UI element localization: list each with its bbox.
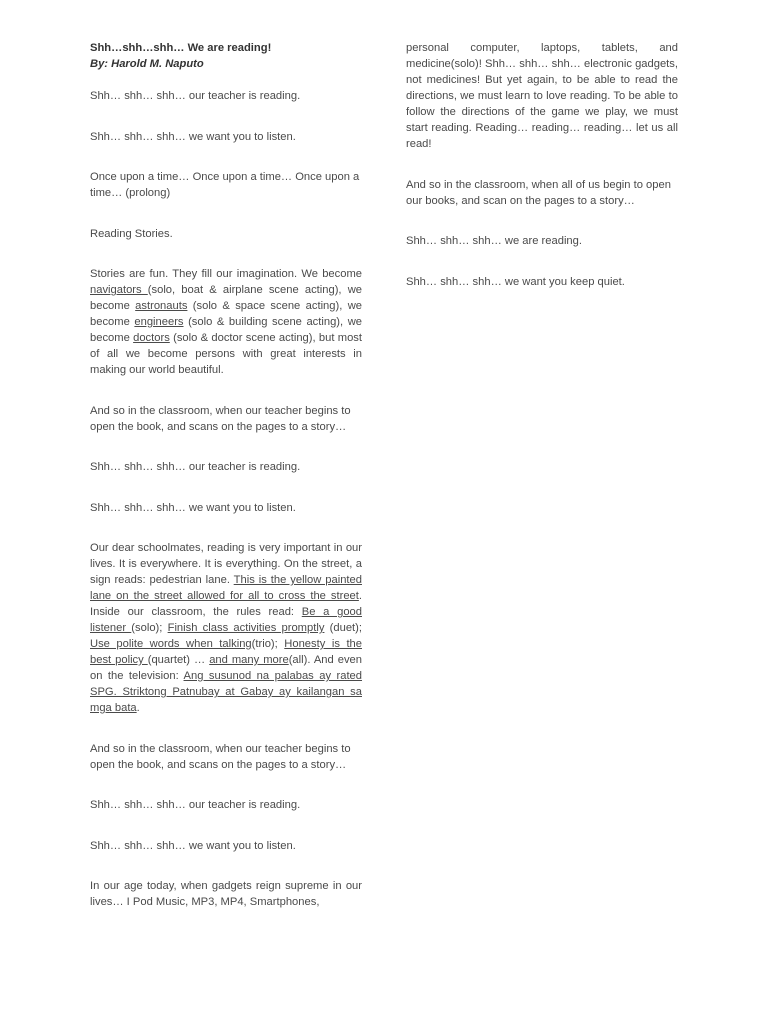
- text-run: Stories are fun. They fill our imagination. We become: [90, 268, 362, 280]
- text-run: (trio);: [251, 638, 285, 650]
- text-run: .: [136, 702, 140, 714]
- underlined-astronauts: astronauts: [135, 300, 188, 312]
- text-run: (duet);: [324, 622, 362, 634]
- paragraph-want-listen: Shh… shh… shh… we want you to listen.: [90, 501, 296, 514]
- underlined-doctors: doctors: [133, 332, 170, 344]
- paragraph-teacher-reading: Shh… shh… shh… our teacher is reading.: [90, 90, 301, 102]
- document-title: Shh…shh…shh… We are reading!: [90, 42, 272, 54]
- paragraph-classroom-teacher: And so in the classroom, when our teacher begins to open the book, and scans on the pages to a story…: [90, 742, 351, 771]
- left-column: [90, 40, 362, 935]
- underlined-rule-listener: Be a good listener: [90, 606, 362, 634]
- text-run: (solo);: [131, 622, 168, 634]
- text-run: (all). And even on the television:: [90, 654, 362, 682]
- underlined-rule-honesty: Honesty is the best policy: [90, 638, 362, 666]
- underlined-engineers: engineers: [134, 316, 184, 328]
- text-run: . Inside our classroom, the rules read:: [90, 590, 362, 618]
- underlined-rule-finish: Finish class activities promptly: [167, 622, 325, 634]
- paragraph-want-listen: Shh… shh… shh… we want you to listen.: [90, 130, 296, 143]
- paragraph-gadgets-continued: personal computer, laptops, tablets, and medicine(solo)! Shh… shh… shh… electronic gadgets, not medicines! But yet again, to be able to read the directions, we must learn to love reading. To be able to follow the directions of the game we play, we must start reading. Reading… reading… reading… let us all read!: [406, 42, 678, 150]
- paragraph-stories-fun: [90, 266, 362, 378]
- paragraph-want-listen: Shh… shh… shh… we want you to listen.: [90, 839, 296, 852]
- paragraph-keep-quiet: Shh… shh… shh… we want you keep quiet.: [406, 275, 625, 288]
- paragraph-classroom-teacher: And so in the classroom, when our teacher begins to open the book, and scans on the pages to a story…: [90, 404, 351, 433]
- text-run: (quartet) …: [147, 654, 210, 666]
- paragraph-teacher-reading: Shh… shh… shh… our teacher is reading.: [90, 461, 301, 473]
- underlined-navigators: navigators: [90, 284, 148, 296]
- paragraph-schoolmates: [90, 540, 362, 716]
- underlined-lane-definition: This is the yellow painted lane on the street allowed for all to cross the street: [90, 574, 362, 602]
- text-run: (solo, boat & airplane scene acting), we become: [90, 284, 362, 312]
- right-column: [406, 40, 678, 314]
- text-run: (solo & doctor scene acting), but most of all we become persons with great interests in making our world beautiful.: [90, 332, 362, 376]
- document-author: By: Harold M. Naputo: [90, 58, 204, 70]
- text-run: Our dear schoolmates, reading is very important in our lives. It is everywhere. It is everything. On the street, a sign reads: pedestrian lane.: [90, 542, 362, 586]
- text-run: (solo & building scene acting), we become: [90, 316, 362, 344]
- paragraph-teacher-reading: Shh… shh… shh… our teacher is reading.: [90, 799, 301, 811]
- underlined-tv-notice: Ang susunod na palabas ay rated SPG. Striktong Patnubay at Gabay ay kailangan sa mga bata: [90, 670, 363, 714]
- paragraph-we-reading: Shh… shh… shh… we are reading.: [406, 235, 582, 247]
- paragraph-classroom-all: And so in the classroom, when all of us begin to open our books, and scan on the pages to a story…: [406, 178, 671, 207]
- paragraph-once-upon: Once upon a time… Once upon a time… Once upon a time… (prolong): [90, 171, 360, 199]
- underlined-many-more: and many more: [209, 654, 289, 666]
- paragraph-gadgets: In our age today, when gadgets reign supreme in our lives… I Pod Music, MP3, MP4, Smartphones,: [90, 880, 362, 908]
- paragraph-reading-stories: Reading Stories.: [90, 227, 173, 240]
- underlined-rule-polite: Use polite words when talking: [90, 638, 252, 650]
- text-run: (solo & space scene acting), we become: [90, 300, 362, 328]
